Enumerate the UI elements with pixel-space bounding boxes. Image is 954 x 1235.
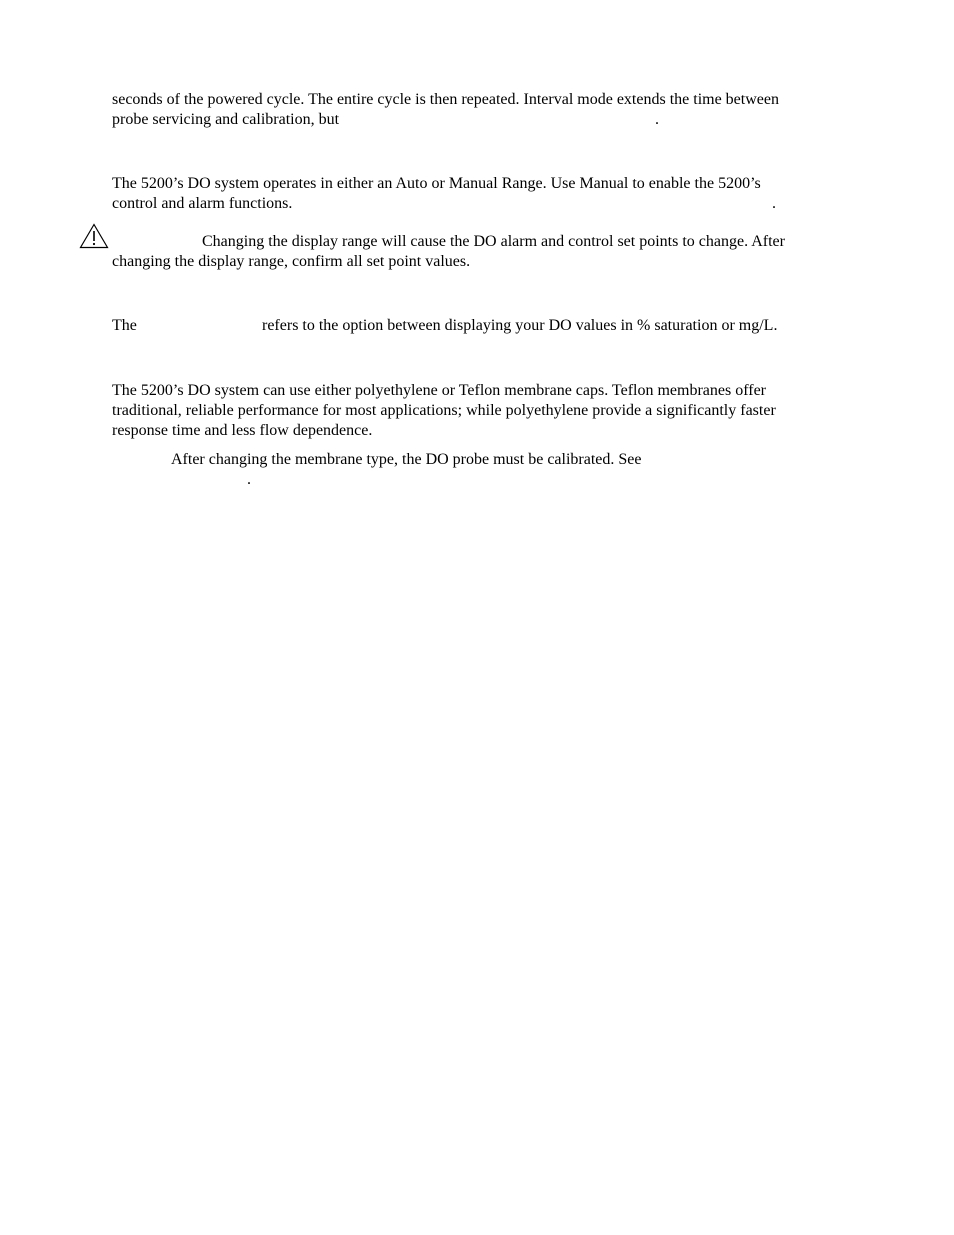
warning-triangle-icon bbox=[79, 223, 109, 249]
membrane-note-line-1: After changing the membrane type, the DO probe must be calibrated. See bbox=[171, 451, 642, 468]
interval-text-line-1: seconds of the powered cycle. The entire cycle is then repeated. Interval mode extends the time between bbox=[112, 91, 779, 108]
membrane-note-period: . bbox=[247, 471, 251, 488]
membrane-text-line-3: response time and less flow dependence. bbox=[112, 422, 373, 439]
warning-text-line-1: Changing the display range will cause the DO alarm and control set points to change. After bbox=[202, 233, 785, 250]
warning-text-line-2: changing the display range, confirm all set point values. bbox=[112, 253, 471, 270]
units-text-rest: refers to the option between displaying your DO values in % saturation or mg/L. bbox=[262, 317, 778, 334]
membrane-text-line-1: The 5200’s DO system can use either polyethylene or Teflon membrane caps. Teflon membranes offer bbox=[112, 382, 767, 399]
units-text-start: The bbox=[112, 317, 137, 334]
range-text-line-2: control and alarm functions. bbox=[112, 195, 293, 212]
range-text-period: . bbox=[772, 195, 776, 212]
interval-text-line-2: probe servicing and calibration, but bbox=[112, 111, 340, 128]
interval-text-period: . bbox=[655, 111, 659, 128]
membrane-text-line-2: traditional, reliable performance for most applications; while polyethylene provide a significantly faster bbox=[112, 402, 776, 419]
range-text-line-1: The 5200’s DO system operates in either an Auto or Manual Range. Use Manual to enable the 5200’s bbox=[112, 175, 761, 192]
